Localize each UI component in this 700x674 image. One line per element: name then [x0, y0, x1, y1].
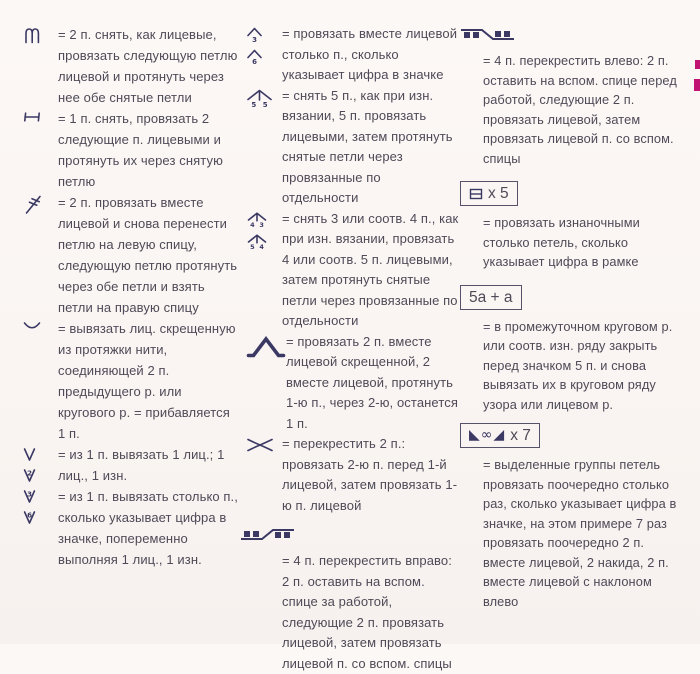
legend-entry: [238, 86, 460, 209]
symbol-cell: [458, 24, 688, 44]
legend-column-right: [458, 0, 688, 611]
svg-text:4: 4: [250, 220, 255, 228]
entry-text: = вывязать лиц. скрещенную из протяжки нити, соединяющей 2 п. предыдущего р. или кругового р. = прибавляется 1 п.: [58, 321, 236, 441]
symbol-cell: [238, 209, 282, 250]
entry-text: = из 1 п. вывязать 1 лиц.; 1 лиц., 1 изн.: [58, 447, 225, 483]
legend-entry: [238, 332, 460, 435]
slash-ticks-icon: [22, 194, 58, 215]
entry-text: = 2 п. снять, как лицевые, провязать следующую петлю лицевой и протянуть через нее обе снятые петли: [58, 27, 238, 105]
repeat-box: [460, 423, 540, 448]
svg-text:3: 3: [252, 35, 257, 43]
legend-entry: [458, 423, 688, 611]
page-edge-marker: [694, 60, 700, 91]
legend-entry: [14, 486, 238, 570]
v-icon: [22, 446, 58, 462]
symbol-cell: [458, 423, 688, 448]
hat-pass-5-5-icon: [246, 88, 282, 108]
legend-entry: [14, 444, 238, 486]
svg-text:5: 5: [251, 100, 257, 108]
repeat-box-label: x 7: [510, 427, 531, 444]
cross-x-icon: [246, 436, 282, 454]
symbol-cell: [14, 486, 58, 525]
repeat-box: [460, 285, 522, 310]
svg-text:4: 4: [259, 242, 264, 250]
legend-column-middle: [238, 0, 460, 674]
entry-text: = 1 п. снять, провязать 2 следующие п. лицевыми и протянуть их через снятую петлю: [58, 111, 223, 189]
legend-entry: [458, 24, 688, 168]
hat-pass-5-4-icon: [246, 233, 282, 250]
entry-text: = 4 п. перекрестить вправо: 2 п. оставить на вспом. спице за работой, следующие 2 п. провязать лицевой, затем провязать лицевой п. со вспом. спицы: [282, 553, 452, 671]
svg-text:6: 6: [27, 511, 32, 520]
edge-marker-block: [694, 79, 700, 91]
svg-text:2: 2: [27, 469, 32, 478]
repeat-box-label: 5a + a: [469, 288, 513, 306]
hat-pass-4-3-icon: [246, 211, 282, 228]
svg-text:3: 3: [259, 220, 264, 228]
svg-text:6: 6: [252, 57, 257, 65]
hat-6-icon: [246, 48, 282, 65]
symbol-cell: [14, 108, 58, 124]
entry-text: = перекрестить 2 п.: провязать 2-ю п. перед 1-й лицевой, затем провязать 1-ю п. лицевой: [282, 436, 458, 513]
entry-text: = в промежуточном круговом р. или соотв. изн. ряду закрыть перед значком 5 п. и снова вывязать их в круговом ряду узора или лицевом р.: [483, 318, 673, 412]
legend-entry: [238, 524, 460, 674]
symbol-cell: [14, 444, 58, 483]
legend-entry: [238, 24, 460, 86]
cable-right-icon: [240, 524, 460, 544]
legend-entry: [458, 181, 688, 272]
purl-square-icon: [469, 188, 483, 200]
entry-text: = снять 3 или соотв. 4 п., как при изн. вязании, провязать 4 или соотв. 5 п. лицевыми, затем протянуть снятые петли через провязанные по отдельности: [282, 210, 459, 328]
v-3-icon: [22, 488, 58, 504]
chevron-bold-icon: [246, 334, 286, 358]
legend-entry: [14, 24, 238, 108]
triangle-infinity-triangle-icon: ◣∞◢: [469, 427, 506, 443]
entry-text: = из 1 п. вывязать столько п., сколько указывает цифра в значке, попеременно выполняя 1 лиц., 1 изн.: [58, 489, 238, 567]
symbol-cell: [14, 318, 58, 332]
svg-text:5: 5: [250, 242, 255, 250]
v-6-icon: [22, 509, 58, 525]
symbol-cell: [14, 192, 58, 215]
entry-text: = выделенные группы петель провязать поочередно столько раз, сколько указывает цифра в значке, на этом примере 7 раз провязать поочередно 2 п. вместе лицевой, 2 накида, 2 п. вместе лицевой с наклоном влево: [483, 457, 677, 609]
symbol-cell: [238, 24, 282, 65]
edge-marker-block: [695, 60, 700, 69]
legend-entry: [14, 192, 238, 318]
arch-icon: [22, 26, 58, 44]
symbol-cell: [238, 434, 282, 454]
symbol-cell: [238, 86, 282, 108]
legend-entry: [458, 285, 688, 415]
legend-column-left: [14, 0, 238, 570]
entry-text: = провязать изнаночными столько петель, сколько указывает цифра в рамке: [483, 215, 640, 269]
legend-entry: [14, 318, 238, 444]
legend-entry: [238, 209, 460, 332]
entry-text: = провязать 2 п. вместе лицевой скрещенной, 2 вместе лицевой, протянуть 1-ю п., через 2-ю, останется 1 п.: [286, 333, 458, 431]
symbol-cell: [238, 524, 460, 544]
repeat-box-label: x 5: [488, 185, 509, 202]
entry-text: = 2 п. провязать вместе лицевой и снова перенести петлю на левую спицу, следующую петлю протянуть через обе петли и взять петли на правую спицу: [58, 195, 238, 315]
legend-entry: [238, 434, 460, 516]
bar-h-icon: [22, 110, 58, 124]
hat-3-icon: [246, 26, 282, 43]
v-2-icon: [22, 467, 58, 483]
smile-icon: [22, 320, 58, 332]
entry-text: = провязать вместе лицевой столько п., сколько указывает цифра в значке: [282, 26, 458, 82]
svg-text:5: 5: [262, 100, 268, 108]
symbol-cell: [458, 285, 688, 310]
cable-left-icon: [460, 24, 688, 44]
legend-entry: [14, 108, 238, 192]
symbol-cell: [14, 24, 58, 44]
entry-text: = снять 5 п., как при изн. вязании, 5 п. провязать лицевыми, затем протянуть снятые петли через провязанные по отдельности: [282, 87, 453, 205]
entry-text: = 4 п. перекрестить влево: 2 п. оставить на вспом. спице перед работой, следующие 2 п. провязать лицевой, затем провязать лицевой п. со вспом. спицы: [483, 53, 677, 166]
svg-text:3: 3: [27, 490, 32, 499]
repeat-box: [460, 181, 518, 206]
symbol-cell: [458, 181, 688, 206]
symbol-cell: [238, 332, 286, 358]
